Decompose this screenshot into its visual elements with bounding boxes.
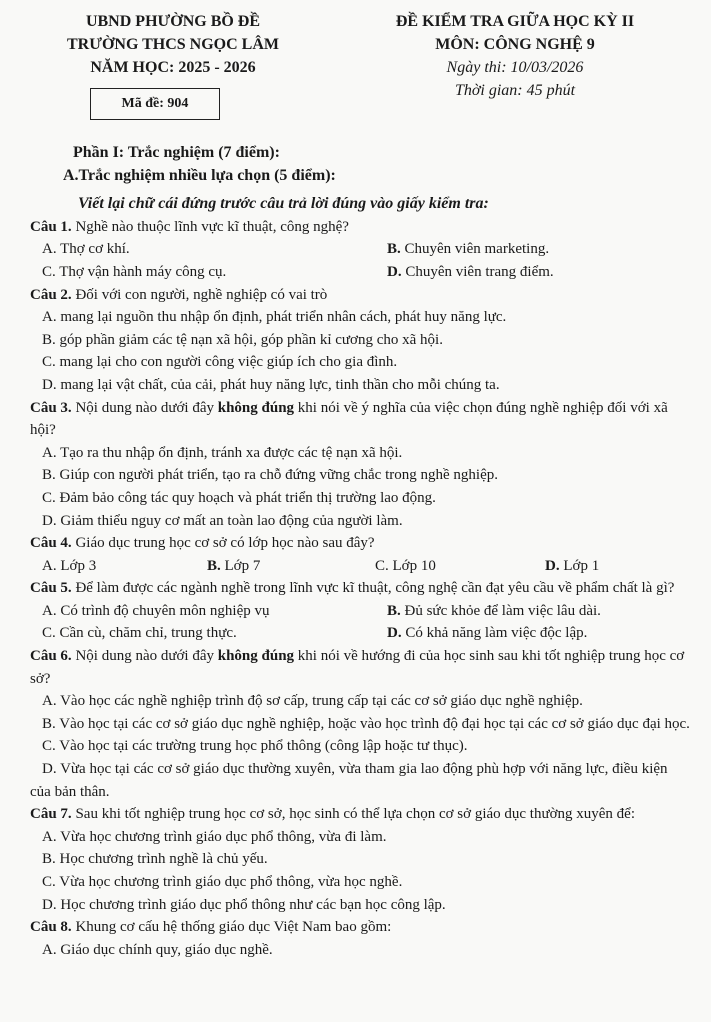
- options-row: [30, 622, 690, 645]
- instruction-text: Viết lại chữ cái đứng trước câu trả lời đúng vào giấy kiểm tra:: [78, 195, 489, 213]
- option-c: C. Đảm bảo công tác quy hoạch và phát triển thị trường lao động.: [42, 489, 436, 506]
- option-a: A. Vào học các nghề nghiệp trình độ sơ cấp, trung cấp tại các cơ sở giáo dục nghề nghiệp.: [42, 693, 583, 710]
- option-a: A. Thợ cơ khí.: [42, 241, 130, 258]
- emphasis-text: không đúng: [217, 399, 295, 416]
- question-number: Câu 1.: [30, 218, 72, 235]
- exam-subject: MÔN: CÔNG NGHỆ 9: [435, 36, 595, 53]
- question-8: [30, 916, 690, 939]
- option-b: B. Vào học tại các cơ sở giáo dục nghề nghiệp, hoặc vào học trình độ đại học tại các cơ sở giáo dục đại học.: [42, 715, 690, 732]
- question-6: Câu 6. Nội dung nào dưới đây không đúng khi nói về hướng đi của học sinh sau khi tốt nghiệp trung học cơ sở?: [30, 648, 685, 687]
- exam-time: Thời gian: 45 phút: [454, 82, 576, 99]
- question-number: Câu 4.: [30, 535, 72, 552]
- question-2: [30, 284, 690, 307]
- option-a: A. Giáo dục chính quy, giáo dục nghề.: [42, 941, 273, 958]
- exam-date: Ngày thi: 10/03/2026: [446, 59, 584, 76]
- exam-header: [345, 10, 685, 102]
- option-a: A. Có trình độ chuyên môn nghiệp vụ: [42, 602, 270, 619]
- option-b: B. Lớp 7: [207, 557, 261, 574]
- question-text: Giáo dục trung học cơ sở có lớp học nào sau đây?: [71, 535, 375, 552]
- question-text: Sau khi tốt nghiệp trung học cơ sở, học sinh có thể lựa chọn cơ sở giáo dục thường xuyên để:: [71, 806, 636, 823]
- option-c: C. Cần cù, chăm chỉ, trung thực.: [42, 625, 237, 642]
- option-b: B. Giúp con người phát triển, tạo ra chỗ đứng vững chắc trong nghề nghiệp.: [42, 467, 498, 484]
- school-name: TRƯỜNG THCS NGỌC LÂM: [66, 36, 279, 53]
- option-c: C. Lớp 10: [375, 557, 436, 574]
- ward-name: UBND PHƯỜNG BỒ ĐỀ: [85, 13, 261, 30]
- option-c: C. mang lại cho con người công việc giúp ích cho gia đình.: [42, 354, 398, 371]
- question-number: Câu 8.: [30, 919, 72, 936]
- part-heading: Phần I: Trắc nghiệm (7 điểm):: [73, 144, 280, 161]
- question-number: Câu 5.: [30, 580, 72, 597]
- options-row: [30, 238, 690, 261]
- section-heading: A.Trắc nghiệm nhiều lựa chọn (5 điểm):: [63, 166, 336, 184]
- option-d: D. Giảm thiểu nguy cơ mất an toàn lao động của người làm.: [42, 512, 403, 529]
- question-5: [30, 577, 690, 600]
- exam-code-box: Mã đề: 904: [90, 88, 220, 120]
- option-c: C. Thợ vận hành máy công cụ.: [42, 263, 227, 280]
- option-b: B. Chuyên viên marketing.: [387, 241, 550, 258]
- exam-body: [30, 142, 690, 961]
- option-a: A. mang lại nguồn thu nhập ổn định, phát triển nhân cách, phát huy năng lực.: [42, 309, 507, 326]
- question-1: [30, 216, 690, 239]
- option-c: C. Vào học tại các trường trung học phổ thông (công lập hoặc tư thục).: [42, 738, 468, 755]
- exam-title: ĐỀ KIỂM TRA GIỮA HỌC KỲ II: [395, 13, 635, 30]
- question-number: Câu 2.: [30, 286, 72, 303]
- option-d: D. Có khả năng làm việc độc lập.: [387, 625, 588, 642]
- option-a: A. Tạo ra thu nhập ổn định, tránh xa được các tệ nạn xã hội.: [42, 444, 403, 461]
- option-c: C. Vừa học chương trình giáo dục phổ thông, vừa học nghề.: [42, 874, 403, 890]
- question-text: Để làm được các ngành nghề trong lĩnh vực kĩ thuật, công nghệ cần đạt yêu cầu về phẩm chất là gì?: [71, 580, 675, 597]
- school-year: NĂM HỌC: 2025 - 2026: [90, 59, 256, 76]
- school-header: [38, 10, 308, 79]
- question-4: [30, 532, 690, 555]
- options-row: [30, 600, 690, 623]
- question-text: Đối với con người, nghề nghiệp có vai trò: [71, 286, 328, 303]
- option-d: D. Lớp 1: [545, 557, 600, 574]
- question-number: Câu 7.: [30, 806, 72, 823]
- question-number: Câu 3.: [30, 399, 72, 416]
- question-text: Khung cơ cấu hệ thống giáo dục Việt Nam bao gồm:: [71, 919, 392, 936]
- options-row: [30, 555, 690, 578]
- option-b: B. góp phần giảm các tệ nạn xã hội, góp phần kỉ cương cho xã hội.: [42, 331, 443, 348]
- option-d: D. Chuyên viên trang điểm.: [387, 263, 554, 280]
- option-a: A. Lớp 3: [42, 557, 97, 574]
- emphasis-text: không đúng: [217, 648, 295, 665]
- option-d: D. mang lại vật chất, của cải, phát huy năng lực, tinh thần cho mỗi chúng ta.: [42, 376, 500, 393]
- options-row: [30, 261, 690, 284]
- question-number: Câu 6.: [30, 648, 72, 665]
- question-3: Câu 3. Nội dung nào dưới đây không đúng khi nói về ý nghĩa của việc chọn đúng nghề nghiệp đối với xã hội?: [30, 399, 668, 439]
- option-b: B. Đủ sức khỏe để làm việc lâu dài.: [387, 602, 601, 619]
- option-d: D. Học chương trình giáo dục phổ thông như các bạn học công lập.: [42, 896, 446, 913]
- question-7: [30, 803, 690, 826]
- option-b: B. Học chương trình nghề là chủ yếu.: [42, 851, 268, 868]
- option-d: D. Vừa học tại các cơ sở giáo dục thường xuyên, vừa tham gia lao động phù hợp với năng lực, điều kiện của bản thân.: [30, 761, 668, 800]
- question-text: Nghề nào thuộc lĩnh vực kĩ thuật, công nghệ?: [71, 218, 349, 235]
- option-a: A. Vừa học chương trình giáo dục phổ thông, vừa đi làm.: [42, 828, 387, 845]
